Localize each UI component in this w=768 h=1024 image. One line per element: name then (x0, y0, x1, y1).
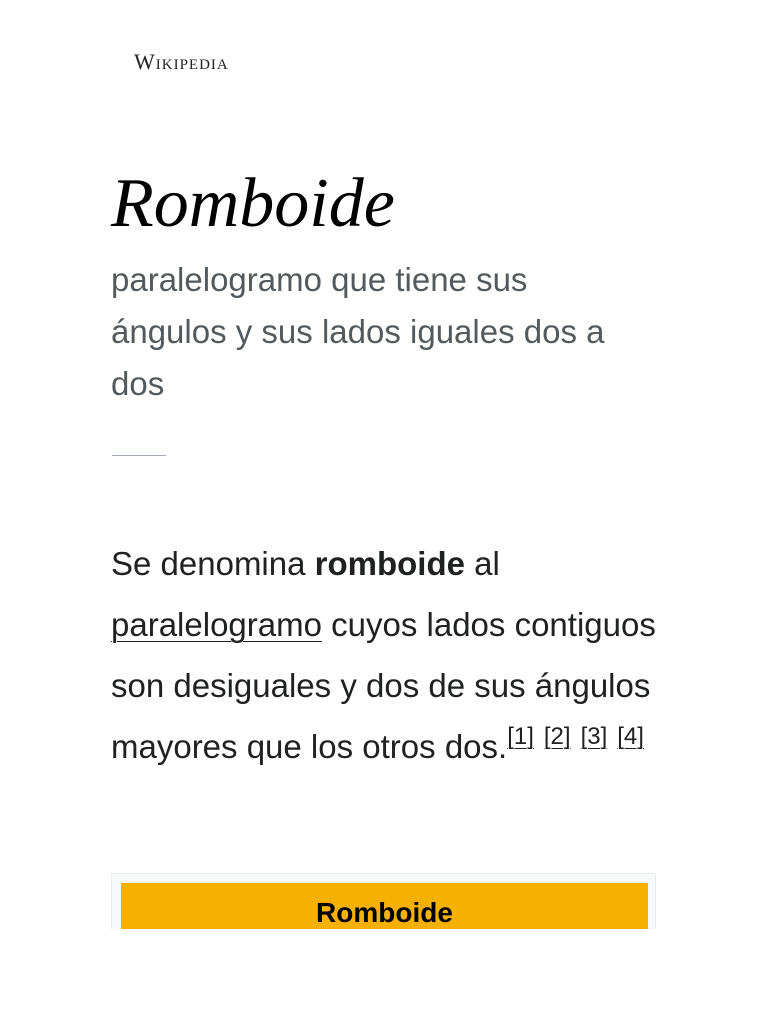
reference-2-link[interactable]: [2] (543, 723, 571, 750)
infobox-header: Romboide (121, 883, 648, 929)
infobox (111, 873, 656, 929)
reference-4-link[interactable]: [4] (617, 723, 644, 750)
page-title: Romboide (111, 165, 395, 242)
lead-prefix: Se denomina (111, 545, 315, 582)
page-description: paralelogramo que tiene sus ángulos y sus lados iguales dos a dos (111, 261, 605, 402)
reference-3-link[interactable]: [3] (580, 723, 608, 750)
title-divider (112, 455, 166, 456)
page-background (0, 929, 768, 1024)
lead-paragraph (111, 533, 671, 777)
references (507, 723, 654, 750)
paralelogramo-link[interactable]: paralelogramo (111, 606, 322, 643)
wikipedia-wordmark[interactable]: Wikipedia (134, 49, 229, 74)
reference-1-link[interactable]: [1] (507, 723, 534, 750)
lead-rest: cuyos lados contiguos son desiguales y dos de sus ángulos mayores que los otros dos. (111, 606, 656, 765)
lead-after-bold: al (464, 545, 500, 582)
lead-bold-term: romboide (314, 545, 465, 582)
